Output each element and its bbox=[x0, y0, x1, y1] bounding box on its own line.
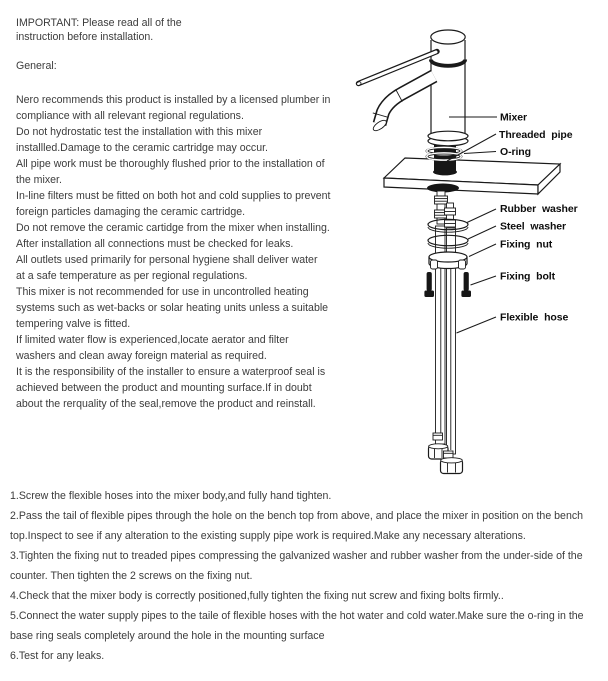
text-line: All outlets used primarily for personal hygiene shall deliver water bbox=[16, 254, 318, 266]
part-labels bbox=[499, 112, 578, 324]
leader-line bbox=[469, 244, 496, 257]
text-line: It is the responsibility of the installer to ensure a waterproof seal is bbox=[16, 366, 326, 378]
text-line: instruction before installation. bbox=[16, 31, 154, 43]
left-text-column bbox=[16, 16, 354, 412]
text-line: If limited water flow is experienced,locate aerator and filter bbox=[16, 334, 289, 346]
label-o-ring: O-ring bbox=[500, 146, 531, 158]
step-item: 1.Screw the flexible hoses into the mixer body,and fully hand tighten. bbox=[10, 490, 332, 502]
text-line: washers and clean away foreign material as required. bbox=[16, 350, 267, 362]
text-line: Do not hydrostatic test the installation with this mixer bbox=[16, 126, 263, 138]
step-item: 2.Pass the tail of flexible pipes through the hole on the bench top from above, and place the mixer in position on the bench top.Inspect to see if any alteration to the existing supply pipe work is required.Make any necessary alterations. bbox=[10, 510, 584, 542]
leader-line bbox=[467, 209, 496, 223]
step-item: 6.Test for any leaks. bbox=[10, 650, 105, 662]
text-line: Do not remove the ceramic cartidge from the mixer when installing. bbox=[16, 222, 330, 234]
threaded-tails bbox=[435, 191, 456, 227]
text-line: achieved between the product and mounting surface.If in doubt bbox=[16, 382, 312, 394]
text-line: IMPORTANT: Please read all of the bbox=[16, 17, 182, 29]
text-line: This mixer is not recommended for use in uncontrolled heating bbox=[16, 286, 309, 298]
fixing-nut-part bbox=[429, 252, 467, 269]
text-line: In-line filters must be fitted on both hot and cold supplies to prevent bbox=[16, 190, 331, 202]
o-ring-part bbox=[426, 147, 462, 161]
label-steel-washer: Steel washer bbox=[500, 220, 566, 233]
label-fixing-bolt: Fixing bolt bbox=[500, 270, 555, 283]
mixer-spout bbox=[372, 76, 434, 133]
text-line: systems such as wet-backs or solar heating units unless a suitable bbox=[16, 302, 329, 314]
text-line: installled.Damage to the ceramic cartridge may occur. bbox=[16, 142, 269, 154]
leader-line bbox=[457, 317, 497, 333]
mixer-base-flange bbox=[428, 131, 468, 146]
bench-top bbox=[384, 158, 560, 194]
step-item: 5.Connect the water supply pipes to the taile of flexible hoses with the hot water and cold water.Make sure the o-ring in the base ring seals completely around the hole in the mounting surface bbox=[10, 610, 584, 642]
text-line: foreign particles damaging the ceramic cartridge. bbox=[16, 206, 246, 218]
label-flexible-hose: Flexible hose bbox=[500, 311, 569, 324]
label-threaded-pipe: Threaded pipe bbox=[499, 129, 573, 141]
text-line: After installation all connections must be checked for leaks. bbox=[16, 238, 294, 250]
step-item: 3.Tighten the fixing nut to treaded pipes compressing the galvanized washer and rubber washer from the under-side of the counter. Then tighten the 2 screws on the fixing nut. bbox=[10, 550, 583, 582]
leader-line bbox=[464, 152, 496, 154]
label-mixer: Mixer bbox=[500, 111, 527, 124]
text-line: about the rerquality of the seal,remove the product and reinstall. bbox=[16, 398, 316, 410]
leader-line bbox=[468, 226, 496, 239]
text-line: the mixer. bbox=[16, 174, 62, 186]
general-paragraph bbox=[16, 92, 354, 412]
mixer-body bbox=[431, 30, 465, 136]
text-line: Nero recommends this product is installed by a licensed plumber in bbox=[16, 94, 331, 106]
hose-connectors bbox=[429, 433, 463, 474]
step-item: 4.Check that the mixer body is correctly positioned,fully tighten the fixing nut screw and fixing bolts firmly.. bbox=[10, 590, 504, 602]
text-line: at a safe temperature as per regional regulations. bbox=[16, 270, 248, 282]
general-heading: General: bbox=[16, 60, 57, 72]
label-rubber-washer: Rubber washer bbox=[500, 203, 578, 215]
important-notice bbox=[16, 16, 354, 44]
installation-steps bbox=[10, 486, 596, 666]
label-fixing-nut: Fixing nut bbox=[500, 238, 553, 251]
text-line: All pipe work must be thoroughly flushed prior to the installation of bbox=[16, 158, 325, 170]
text-line: tempering valve is fitted. bbox=[16, 318, 131, 330]
installation-diagram bbox=[355, 0, 608, 480]
text-line: compliance with all relevant regional regulations. bbox=[16, 110, 244, 122]
leader-line bbox=[471, 276, 497, 285]
